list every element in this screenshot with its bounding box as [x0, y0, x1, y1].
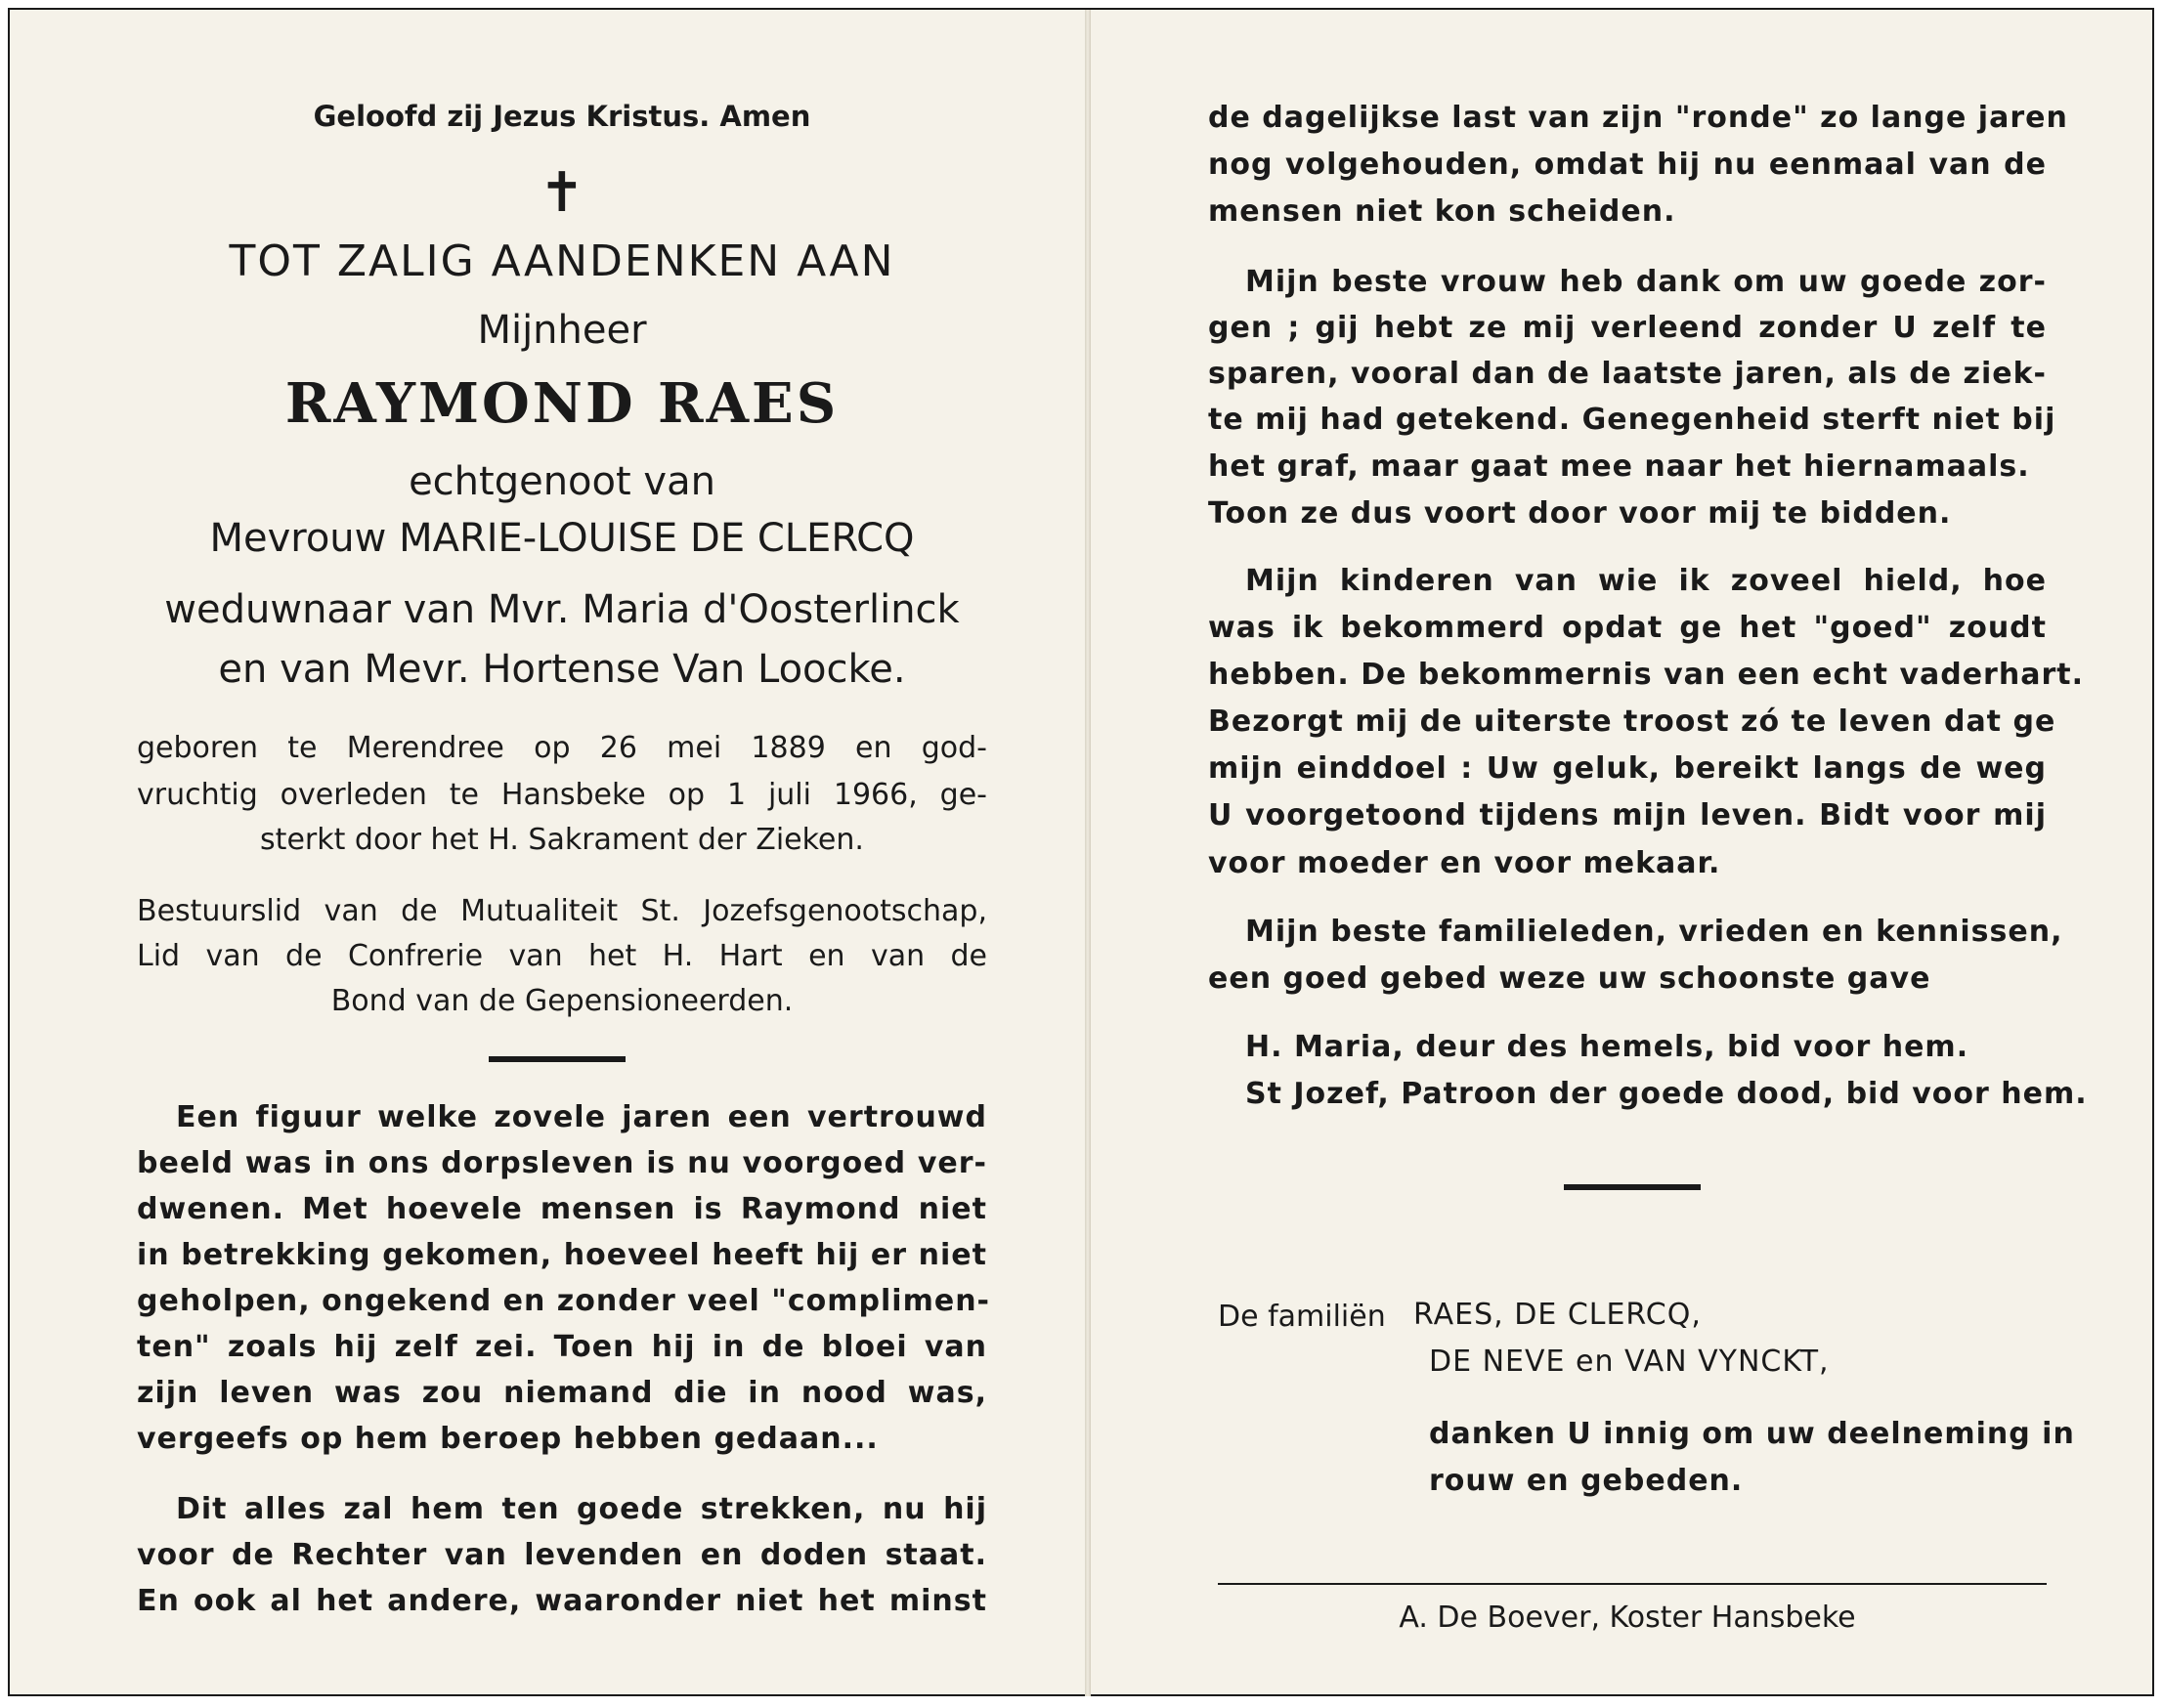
- tribute-line: Toon ze dus voort door voor mij te bidden.: [1208, 496, 1952, 531]
- relation-line: weduwnaar van Mvr. Maria d'Oosterlinck: [164, 587, 960, 632]
- tribute-line: En ook al het andere, waaronder niet het minst: [137, 1584, 987, 1618]
- relation-line: Mevrouw MARIE-LOUISE DE CLERCQ: [209, 516, 915, 561]
- families-prefix: De familiën: [1218, 1300, 1386, 1334]
- tribute-line: dwenen. Met hoevele mensen is Raymond niet: [137, 1192, 987, 1226]
- tribute-line: voor moeder en voor mekaar.: [1208, 846, 1721, 880]
- tribute-line: een goed gebed weze uw schoonste gave: [1208, 961, 1931, 996]
- separator-rule: [1564, 1184, 1701, 1190]
- footer-rule: [1218, 1583, 2047, 1585]
- tribute-line: Een figuur welke zovele jaren een vertrouwd: [176, 1100, 987, 1134]
- card-fold: [1085, 10, 1091, 1696]
- cross-icon: ✝: [539, 161, 585, 225]
- printer-credit: A. De Boever, Koster Hansbeke: [1399, 1601, 1856, 1635]
- tribute-line: mensen niet kon scheiden.: [1208, 194, 1676, 229]
- prayer-line: St Jozef, Patroon der goede dood, bid voor hem.: [1245, 1077, 2088, 1111]
- member-line: Bestuurslid van de Mutualiteit St. Jozefsgenootschap,: [137, 894, 987, 928]
- salutation: Mijnheer: [477, 308, 647, 353]
- prayer-line: H. Maria, deur des hemels, bid voor hem.: [1245, 1030, 1969, 1064]
- tribute-line: vergeefs op hem beroep hebben gedaan...: [137, 1422, 879, 1456]
- tribute-line: was ik bekommerd opdat ge het "goed" zoudt: [1208, 611, 2047, 645]
- tribute-line: beeld was in ons dorpsleven is nu voorgoed ver-: [137, 1146, 987, 1180]
- tribute-line: Mijn kinderen van wie ik zoveel hield, hoe: [1245, 564, 2047, 598]
- thanks-line: danken U innig om uw deelneming in: [1429, 1417, 2075, 1451]
- families-line: DE NEVE en VAN VYNCKT,: [1429, 1345, 1830, 1379]
- tribute-line: geholpen, ongekend en zonder veel "complimen-: [137, 1284, 991, 1318]
- relation-line: en van Mevr. Hortense Van Loocke.: [218, 647, 906, 692]
- birth-line: vruchtig overleden te Hansbeke op 1 juli 1966, ge-: [137, 778, 987, 812]
- member-line: Lid van de Confrerie van het H. Hart en van de: [137, 939, 987, 973]
- deceased-name: RAYMOND RAES: [284, 371, 840, 436]
- tribute-line: mijn einddoel : Uw geluk, bereikt langs de weg: [1208, 751, 2047, 786]
- tribute-line: Dit alles zal hem ten goede strekken, nu hij: [176, 1492, 987, 1526]
- tribute-line: de dagelijkse last van zijn "ronde" zo lange jaren: [1208, 101, 2068, 135]
- tribute-line: het graf, maar gaat mee naar het hiernamaals.: [1208, 449, 2030, 484]
- thanks-line: rouw en gebeden.: [1429, 1464, 1744, 1498]
- tribute-line: ten" zoals hij zelf zei. Toen hij in de bloei van: [137, 1330, 987, 1364]
- tribute-line: in betrekking gekomen, hoeveel heeft hij er niet: [137, 1238, 987, 1272]
- member-line: Bond van de Gepensioneerden.: [330, 984, 794, 1018]
- tribute-line: te mij had getekend. Genegenheid sterft niet bij: [1208, 403, 2056, 437]
- tribute-line: U voorgetoond tijdens mijn leven. Bidt voor mij: [1208, 798, 2047, 833]
- tribute-line: Mijn beste familieleden, vrieden en kennissen,: [1245, 915, 2063, 949]
- families-line: RAES, DE CLERCQ,: [1413, 1298, 1702, 1332]
- tribute-line: voor de Rechter van levenden en doden staat.: [137, 1538, 987, 1572]
- birth-line: sterkt door het H. Sakrament der Zieken.: [260, 823, 864, 857]
- tribute-line: gen ; gij hebt ze mij verleend zonder U zelf te: [1208, 311, 2047, 345]
- memorial-title: TOT ZALIG AANDENKEN AAN: [229, 236, 895, 286]
- tribute-line: Mijn beste vrouw heb dank om uw goede zor-: [1245, 265, 2047, 299]
- tribute-line: zijn leven was zou niemand die in nood was,: [137, 1376, 987, 1410]
- opening-prayer: Geloofd zij Jezus Kristus. Amen: [313, 100, 811, 133]
- tribute-line: nog volgehouden, omdat hij nu eenmaal van de: [1208, 148, 2047, 182]
- tribute-line: sparen, vooral dan de laatste jaren, als de ziek-: [1208, 357, 2047, 391]
- birth-line: geboren te Merendree op 26 mei 1889 en god-: [137, 731, 987, 765]
- separator-rule: [489, 1056, 626, 1062]
- tribute-line: Bezorgt mij de uiterste troost zó te leven dat ge: [1208, 705, 2056, 739]
- tribute-line: hebben. De bekommernis van een echt vaderhart.: [1208, 658, 2084, 692]
- relation-line: echtgenoot van: [409, 459, 715, 504]
